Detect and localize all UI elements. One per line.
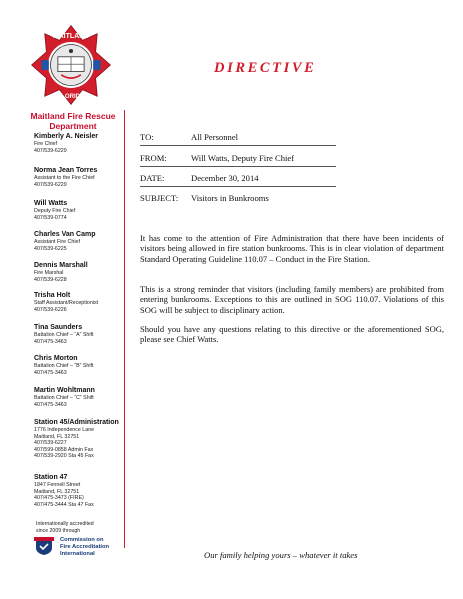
staff-entry <box>34 262 124 283</box>
staff-phone: 407/539-6226 <box>34 306 67 313</box>
staff-name: Trisha Holt <box>34 292 71 299</box>
sidebar-divider <box>124 110 125 548</box>
station-entry <box>34 474 124 508</box>
accreditation-line1: Internationally accredited <box>36 521 94 527</box>
staff-title: Fire Marshal <box>34 270 64 276</box>
staff-name: Norma Jean Torres <box>34 167 98 174</box>
staff-name: Will Watts <box>34 200 68 207</box>
staff-name: Kimberly A. Neisler <box>34 133 98 140</box>
body-paragraph-3: Should you have any questions relating to this directive or the aforementioned SOG, please see Chief Watts. <box>140 324 444 345</box>
cfai-name <box>60 537 130 557</box>
cfai-shield-icon <box>34 537 54 555</box>
memo-divider <box>140 166 336 167</box>
memo-to-label: TO: <box>140 132 154 142</box>
staff-entry <box>34 200 124 221</box>
staff-title: Assistant Fire Chief <box>34 239 80 245</box>
logo-top-text: MAITLAND <box>52 32 90 40</box>
memo-from-label: FROM: <box>140 153 167 163</box>
station-name: Station 45/Administration <box>34 419 119 426</box>
memo-subject-value: Visitors in Bunkrooms <box>191 193 269 203</box>
staff-title: Fire Chief <box>34 141 57 147</box>
staff-title: Assistant to the Fire Chief <box>34 175 95 181</box>
cfai-name-line1: Commission on <box>60 537 104 543</box>
station-city: Maitland, FL 32751 <box>34 433 80 440</box>
staff-phone: 407/475-3463 <box>34 338 67 345</box>
station-entry <box>34 419 124 460</box>
station-fax: 407/599-0858 Admin Fax <box>34 446 94 453</box>
staff-phone: 407/475-3463 <box>34 369 67 376</box>
cfai-name-line2: Fire Accreditation <box>60 543 110 550</box>
staff-name: Martin Wohltmann <box>34 387 95 394</box>
staff-name: Tina Saunders <box>34 324 83 331</box>
logo-bottom-text: FLORIDA <box>57 92 85 100</box>
memo-divider <box>140 145 336 146</box>
memo-from-value: Will Watts, Deputy Fire Chief <box>191 153 295 163</box>
staff-name: Chris Morton <box>34 355 78 362</box>
staff-entry <box>34 324 124 345</box>
body-paragraph-1: It has come to the attention of Fire Administration that there have been incidents of visitors being allowed in fire station bunkrooms. This is in clear violation of department Standard Operating Guideline 110.07 – Conduct in the Fire Station. <box>140 233 444 264</box>
staff-name: Charles Van Camp <box>34 231 96 238</box>
memo-date-label: DATE: <box>140 173 165 183</box>
staff-entry <box>34 231 124 252</box>
staff-phone: 407/539-6228 <box>34 276 67 283</box>
staff-entry <box>34 133 124 154</box>
station-address: 1776 Independence Lane <box>34 427 95 433</box>
staff-phone: 407/539-6229 <box>34 147 67 154</box>
footer-motto: Our family helping yours – whatever it takes <box>204 550 358 560</box>
staff-phone: 407/539-6225 <box>34 245 67 252</box>
station-address: 1847 Fennell Street <box>34 482 81 488</box>
memo-date-value: December 30, 2014 <box>191 173 259 183</box>
station-city: Maitland, FL 32751 <box>34 488 80 495</box>
memo-divider <box>140 186 336 187</box>
staff-title: Deputy Fire Chief <box>34 208 76 214</box>
station-name: Station 47 <box>34 474 68 481</box>
cfai-name-line3: International <box>60 550 95 557</box>
maltese-cross-logo <box>30 24 112 106</box>
staff-entry <box>34 387 124 408</box>
station-fax: 407/539-2920 Sta 45 Fax <box>34 453 94 460</box>
letterhead-sidebar <box>0 0 128 599</box>
accreditation-note <box>36 521 126 534</box>
accreditation-line2: since 2009 through <box>36 527 81 534</box>
body-paragraph-2: This is a strong reminder that visitors (including family members) are prohibited from entering bunkrooms. Exceptions to this are outlined in SOG 110.07. Violations of this SOG will be subject to disciplinary action. <box>140 284 444 315</box>
memo-subject-label: SUBJECT: <box>140 193 179 203</box>
staff-phone: 407/475-3463 <box>34 401 67 408</box>
memo-to-value: All Personnel <box>191 132 239 142</box>
staff-name: Dennis Marshall <box>34 262 88 269</box>
staff-title: Battalion Chief – “C” Shift <box>34 395 94 401</box>
staff-phone: 407/539-0774 <box>34 214 67 221</box>
staff-title: Staff Assistant/Receptionist <box>34 300 99 306</box>
department-name <box>24 111 122 131</box>
staff-title: Battalion Chief – “B” Shift <box>34 363 94 369</box>
staff-entry <box>34 292 124 313</box>
department-name-line2: Department <box>49 121 97 131</box>
staff-entry <box>34 167 124 188</box>
staff-phone: 407/539-6229 <box>34 181 67 188</box>
station-fax: 407/475-3444 Sta 47 Fax <box>34 501 94 508</box>
station-phone: 407/539-6227 <box>34 440 67 447</box>
staff-title: Battalion Chief – “A” Shift <box>34 332 94 338</box>
department-name-line1: Maitland Fire Rescue <box>30 111 116 121</box>
station-phone: 407/475-3473 (FIRE) <box>34 495 84 502</box>
staff-entry <box>34 355 124 376</box>
directive-title: DIRECTIVE <box>214 60 317 76</box>
